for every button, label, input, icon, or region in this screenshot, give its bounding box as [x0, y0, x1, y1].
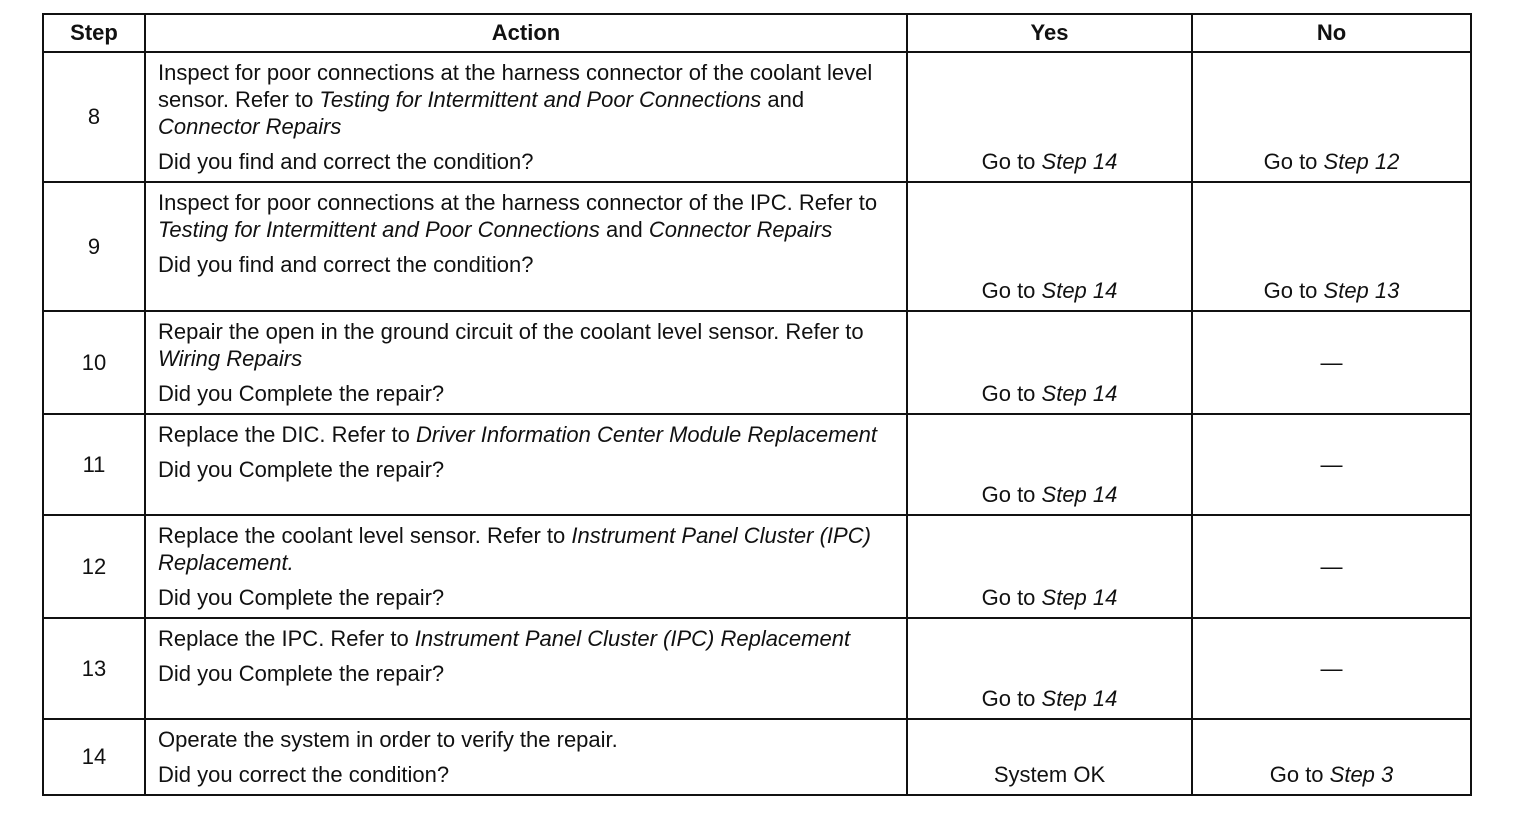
yes-cell: Go to Step 14 [907, 311, 1192, 414]
action-cell [145, 311, 907, 414]
reference-link: Connector Repairs [648, 217, 833, 242]
step-reference: Step 13 [1323, 278, 1400, 303]
step-number: 13 [43, 618, 145, 719]
step-reference: Step 12 [1323, 149, 1400, 174]
step-number: 9 [43, 182, 145, 311]
header-action: Action [145, 14, 907, 52]
reference-link: Connector Repairs [158, 114, 342, 139]
step-reference: Step 14 [1041, 585, 1118, 610]
reference-link: Testing for Intermittent and Poor Connections [319, 87, 762, 112]
instruction: Repair the open in the ground circuit of the coolant level sensor. Refer to Wiring Repairs [158, 319, 864, 371]
instruction: Inspect for poor connections at the harness connector of the IPC. Refer to Testing for Intermittent and Poor Connections and Connector Repairs [158, 190, 878, 242]
step-reference: Step 14 [1041, 149, 1118, 174]
question: Did you Complete the repair? [158, 661, 445, 686]
yes-cell: Go to Step 14 [907, 414, 1192, 515]
table-row [43, 618, 1471, 719]
table-row [43, 182, 1471, 311]
instruction: Replace the IPC. Refer to Instrument Panel Cluster (IPC) Replacement [158, 626, 851, 651]
instruction: Inspect for poor connections at the harness connector of the coolant level sensor. Refer to Testing for Intermittent and Poor Connections and Connector Repairs [158, 60, 873, 139]
no-cell: Go to Step 13 [1192, 182, 1471, 311]
step-number: 8 [43, 52, 145, 182]
step-number: 14 [43, 719, 145, 795]
no-cell: — [1192, 618, 1471, 719]
no-cell: Go to Step 3 [1192, 719, 1471, 795]
yes-cell: Go to Step 14 [907, 182, 1192, 311]
action-cell [145, 719, 907, 795]
question: Did you correct the condition? [158, 762, 450, 787]
action-cell [145, 182, 907, 311]
no-cell: Go to Step 12 [1192, 52, 1471, 182]
reference-link: Driver Information Center Module Replacement [416, 422, 877, 447]
yes-cell: Go to Step 14 [907, 618, 1192, 719]
step-number: 11 [43, 414, 145, 515]
question: Did you find and correct the condition? [158, 149, 534, 174]
question: Did you find and correct the condition? [158, 252, 534, 277]
step-number: 12 [43, 515, 145, 618]
step-reference: Step 14 [1041, 482, 1118, 507]
instruction: Replace the coolant level sensor. Refer to Instrument Panel Cluster (IPC) Replacement. [158, 523, 871, 575]
no-cell: — [1192, 414, 1471, 515]
question: Did you Complete the repair? [158, 381, 445, 406]
instruction: Replace the DIC. Refer to Driver Information Center Module Replacement [158, 422, 877, 447]
table-row [43, 515, 1471, 618]
header-yes: Yes [907, 14, 1192, 52]
instruction: Operate the system in order to verify the repair. [158, 727, 618, 752]
no-cell: — [1192, 311, 1471, 414]
yes-cell: Go to Step 14 [907, 52, 1192, 182]
step-reference: Step 3 [1329, 762, 1394, 787]
step-reference: Step 14 [1041, 381, 1118, 406]
reference-link: Wiring Repairs [158, 346, 303, 371]
table-row [43, 719, 1471, 795]
table-row [43, 52, 1471, 182]
yes-cell: Go to Step 14 [907, 515, 1192, 618]
diagnostic-table [42, 13, 1472, 796]
table-header [43, 14, 1471, 52]
step-reference: Step 14 [1041, 686, 1118, 711]
no-cell: — [1192, 515, 1471, 618]
step-number: 10 [43, 311, 145, 414]
question: Did you Complete the repair? [158, 585, 445, 610]
action-cell [145, 52, 907, 182]
header-step: Step [43, 14, 145, 52]
yes-cell: System OK [907, 719, 1192, 795]
action-cell [145, 414, 907, 515]
step-reference: Step 14 [1041, 278, 1118, 303]
table-row [43, 414, 1471, 515]
action-cell [145, 618, 907, 719]
question: Did you Complete the repair? [158, 457, 445, 482]
reference-link: Testing for Intermittent and Poor Connections [158, 217, 600, 242]
header-no: No [1192, 14, 1471, 52]
reference-link: Instrument Panel Cluster (IPC) Replacement [414, 626, 851, 651]
table-row [43, 311, 1471, 414]
action-cell [145, 515, 907, 618]
reference-link: Instrument Panel Cluster (IPC) Replacement. [158, 523, 871, 575]
